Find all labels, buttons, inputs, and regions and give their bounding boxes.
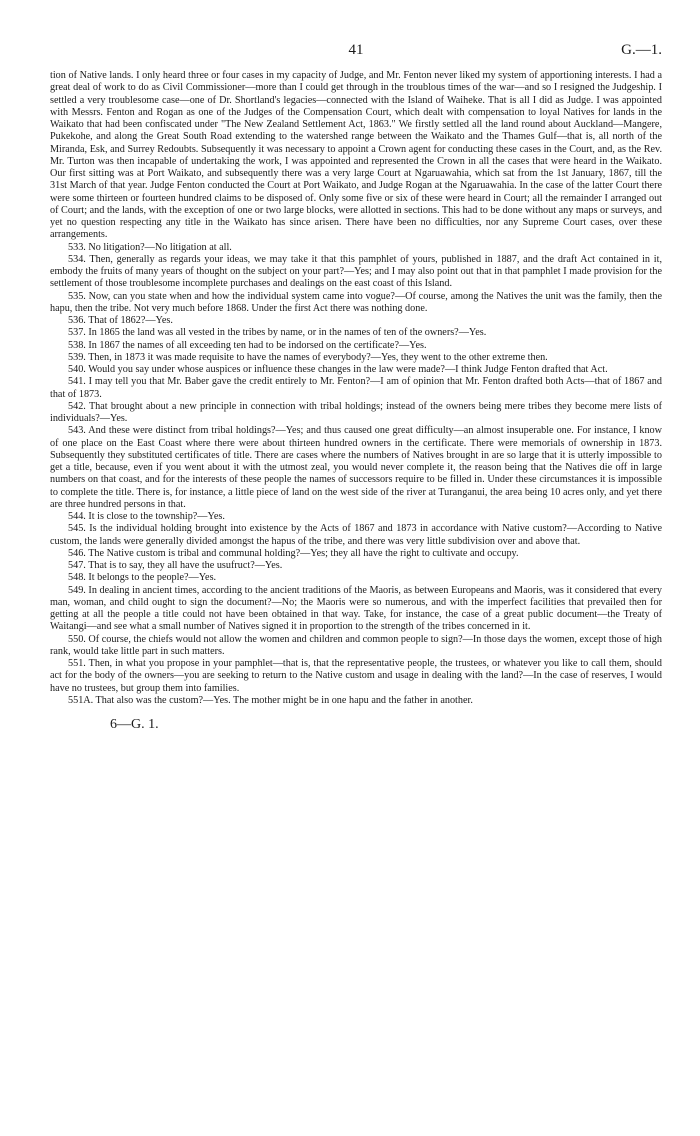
paragraph-549: 549. In dealing in ancient times, according to the ancient traditions of the Maoris, as between Europeans and Maoris, was it considered that every man, woman, and child ought to sign the document?—No; the Maoris were so numerous, and with the imperfect facilities that prevailed then for getting at all the people a title could not have been obtained in that way. Take, for instance, the case of a great public document—the Treaty of Waitangi—and see what a small number of Natives signed it in proportion to the strength of the tribes concerned in it. (50, 584, 662, 633)
paragraph-547: 547. That is to say, they all have the usufruct?—Yes. (68, 560, 283, 571)
page-header (50, 38, 662, 64)
body-text (50, 70, 662, 707)
paragraph-535: 535. Now, can you state when and how the individual system came into vogue?—Of course, among the Natives the unit was the family, then the hapu, then the tribe. Not very much before 1868. Under the first Act there was nothing done. (50, 290, 662, 314)
paragraph-533: 533. No litigation?—No litigation at all. (68, 241, 232, 253)
paragraph-550: 550. Of course, the chiefs would not allow the women and children and common people to sign?—In those days the women, except those of high rank, would take little part in such matters. (50, 633, 662, 657)
document-code: G.—1. (621, 42, 662, 58)
paragraph-538: 538. In 1867 the names of all exceeding ten had to be indorsed on the certificate?—Yes. (68, 339, 427, 351)
signature-mark: 6—G. 1. (110, 717, 159, 732)
paragraph-545: 545. Is the individual holding brought into existence by the Acts of 1867 and 1873 in accordance with Native custom?—According to Native custom, the lands were generally divided amongst the hapus of the tribe, and there was very little subdivision over and above that. (50, 523, 662, 547)
paragraph-541: 541. I may tell you that Mr. Baber gave the credit entirely to Mr. Fenton?—I am of opinion that Mr. Fenton drafted both Acts—that of 1867 and that of 1873. (50, 376, 662, 400)
paragraph-534: 534. Then, generally as regards your ideas, we may take it that this pamphlet of yours, published in 1887, and the draft Act contained in it, embody the fruits of many years of thought on the subject on your part?—Yes; and I may also point out that in that pamphlet I made provision for the settlement of those troublesome incomplete purchases and dealings on the east coast of this Island. (50, 253, 662, 290)
paragraph-548: 548. It belongs to the people?—Yes. (68, 572, 217, 584)
paragraph-536: 536. That of 1862?—Yes. (68, 315, 173, 326)
paragraph-continuation: tion of Native lands. I only heard three or four cases in my capacity of Judge, and Mr. Fenton never liked my system of apportioning interests. I had a great deal of work to do as Civil Commissioner—more than I could get through in the troublous times of the war—and so I resigned the Judgeship. I settled a very troublesome case—one of Dr. Shortland's legacies—connected with the Island of Waiheke. That is all I did as Judge. I was appointed with Messrs. Fenton and Rogan as one of the Judges of the Compensation Court, which dealt with compensation to loyal Natives for lands in the Waikato that had been confiscated under "The New Zealand Settlement Act, 1863." We firstly settled all the land round about Auckland—Mangere, Pukekohe, and along the Great South Road extending to the watershed range between the Waikato and the Thames Gulf—that is, all north of the Miranda, Esk, and Surrey Redoubts. Subsequently it was necessary to appoint a Crown agent for conducting these cases in the Court, and, as the Rev. Mr. Turton was then incapable of undertaking the work, I was appointed and represented the Crown in all the cases that were heard in the Waikato. Our first sitting was at Port Waikato, and subsequently there was a very large Court at Ngaruawahia, which sat from the 1st January, 1867, till the 31st March of that year. Judge Fenton conducted the Court at Port Waikato, and Judge Rogan at the Ngaruawahia. In the case of the latter Court there were some thirteen or fourteen hundred claims to be disposed of. Only some five or six of these were heard in Court; all the remainder I arranged out of Court; and the lands, with the exception of one or two large blocks, were allotted in sections. This had to be done without any maps or surveys, and yet no question respecting any title in the Waikato has since arisen. There have been no difficulties, nor any Supreme Court cases, over these arrangements. (50, 70, 662, 241)
paragraph-543: 543. And these were distinct from tribal holdings?—Yes; and thus caused one great difficulty—an almost insuperable one. For instance, I know of one place on the East Coast where there were about thirteen hundred owners in the certificate. There were memorials of ownership in 1873. Subsequently they substituted certificates of title. There are cases where the numbers of Natives brought in are so large that it is utterly impossible to get a title, because, even if you went about it with the utmost zeal, you would never complete it, the reason being that the Natives die off in large numbers on that coast, and for the interests of these people the names of successors require to be filled in. Under these circumstances it is impossible to complete the title. There is, for instance, a little piece of land on the west side of the river at Turanganui, the area being 10 acres only, and yet there are three hundred persons in that. (50, 425, 662, 510)
paragraph-539: 539. Then, in 1873 it was made requisite to have the names of everybody?—Yes, they went to the other extreme then. (68, 351, 548, 363)
paragraph-537: 537. In 1865 the land was all vested in the tribes by name, or in the names of ten of the owners?—Yes. (68, 327, 487, 339)
paragraph-551: 551. Then, in what you propose in your pamphlet—that is, that the representative people, the trustees, or whatever you like to call them, should act for the body of the owners—you are seeking to return to the Native custom and usage in dealing with the land?—In the case of reserves, I would have no trustees, but group them into families. (50, 658, 662, 694)
paragraph-551a: 551A. That also was the custom?—Yes. The mother might be in one hapu and the father in another. (68, 694, 473, 706)
paragraph-542: 542. That brought about a new principle in connection with tribal holdings; instead of the owners being mere tribes they become mere lists of individuals?—Yes. (50, 400, 662, 424)
paragraph-546: 546. The Native custom is tribal and communal holding?—Yes; they all have the right to cultivate and occupy. (68, 547, 519, 559)
page-number: 41 (348, 42, 364, 58)
paragraph-540: 540. Would you say under whose auspices or influence these changes in the law were made?—I think Judge Fenton drafted that Act. (68, 364, 608, 375)
document-page (50, 38, 662, 733)
paragraph-544: 544. It is close to the township?—Yes. (68, 511, 225, 522)
